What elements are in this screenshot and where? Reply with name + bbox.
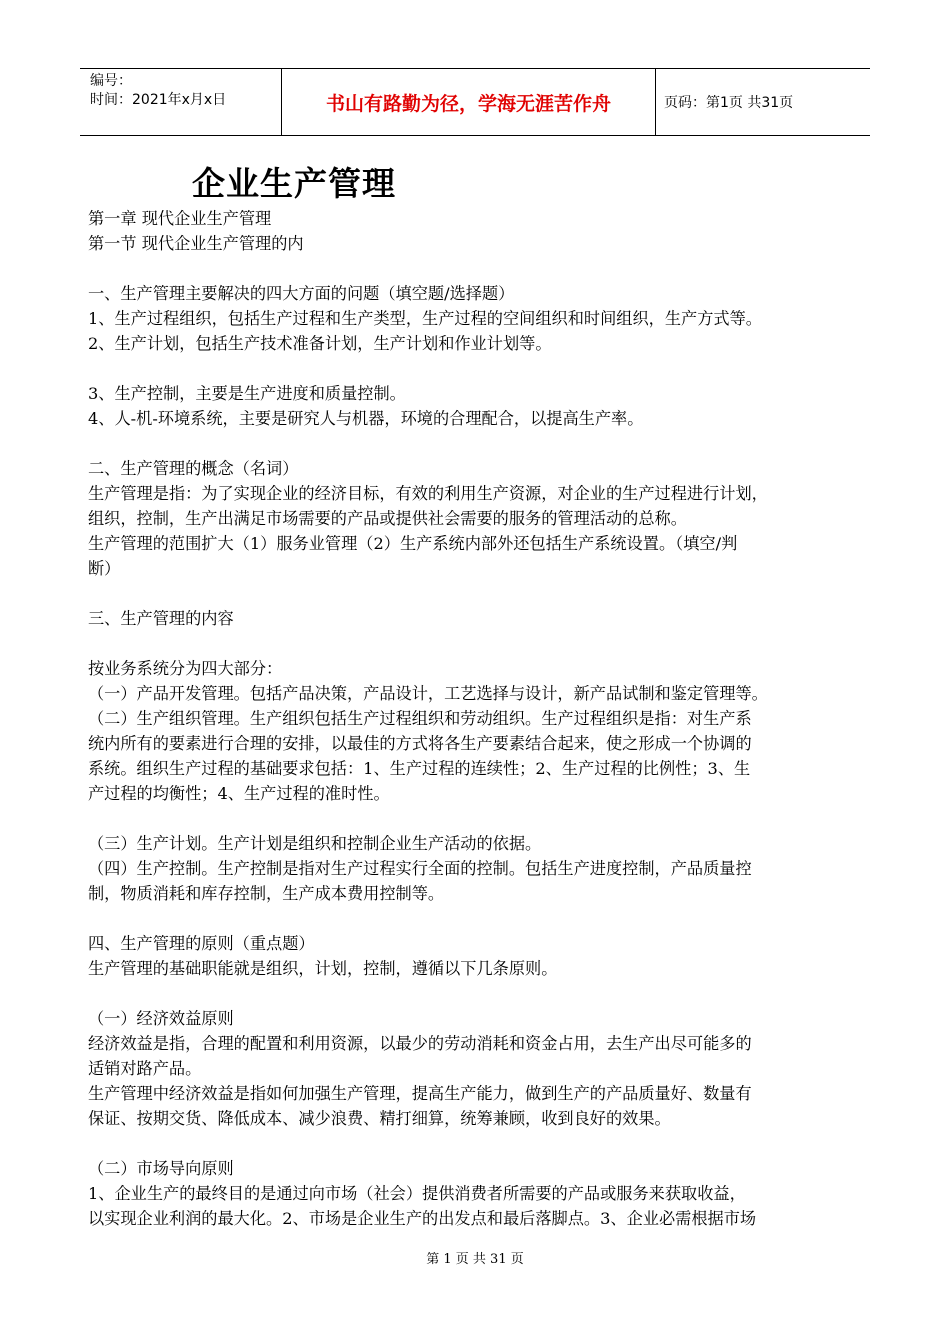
header-left-cell bbox=[80, 69, 282, 135]
text-line: 制，物质消耗和库存控制，生产成本费用控制等。 bbox=[88, 884, 445, 903]
text-line: 第一节 现代企业生产管理的内 bbox=[88, 234, 304, 253]
text-line: 1、生产过程组织，包括生产过程和生产类型，生产过程的空间组织和时间组织，生产方式等。 bbox=[88, 309, 762, 328]
blank-line bbox=[88, 431, 888, 456]
text-line: （二）市场导向原则 bbox=[88, 1159, 234, 1178]
text-line: 生产管理中经济效益是指如何加强生产管理，提高生产能力，做到生产的产品质量好、数量有 bbox=[88, 1084, 752, 1103]
header-motto-cell bbox=[282, 69, 656, 135]
blank-line bbox=[88, 256, 888, 281]
text-line: （一）产品开发管理。包括产品决策，产品设计，工艺选择与设计，新产品试制和鉴定管理等。 bbox=[88, 684, 768, 703]
text-line: 产过程的均衡性；4、生产过程的准时性。 bbox=[88, 784, 390, 803]
text-line: 三、生产管理的内容 bbox=[88, 609, 234, 628]
text-line: 4、人-机-环境系统，主要是研究人与机器，环境的合理配合，以提高生产率。 bbox=[88, 409, 644, 428]
text-line: （三）生产计划。生产计划是组织和控制企业生产活动的依据。 bbox=[88, 834, 542, 853]
text-line: 第一章 现代企业生产管理 bbox=[88, 209, 272, 228]
blank-line bbox=[88, 1131, 888, 1156]
text-line: 按业务系统分为四大部分： bbox=[88, 659, 283, 678]
blank-line bbox=[88, 581, 888, 606]
text-line: 经济效益是指，合理的配置和利用资源，以最少的劳动消耗和资金占用，去生产出尽可能多的 bbox=[88, 1034, 752, 1053]
header-page-label: 页码：第1页 共31页 bbox=[664, 95, 794, 111]
page-footer: 第 1 页 共 31 页 bbox=[426, 1252, 524, 1267]
text-line: 统内所有的要素进行合理的安排，以最佳的方式将各生产要素结合起来，使之形成一个协调的 bbox=[88, 734, 752, 753]
blank-line bbox=[88, 356, 888, 381]
text-line: 生产管理的范围扩大（1）服务业管理（2）生产系统内部外还包括生产系统设置。（填空/判 bbox=[88, 534, 738, 553]
text-line: 四、生产管理的原则（重点题） bbox=[88, 934, 315, 953]
text-line: 以实现企业利润的最大化。2、市场是企业生产的出发点和最后落脚点。3、企业必需根据市场 bbox=[88, 1209, 757, 1228]
text-line: （四）生产控制。生产控制是指对生产过程实行全面的控制。包括生产进度控制，产品质量控 bbox=[88, 859, 752, 878]
text-line: 生产管理的基础职能就是组织，计划，控制，遵循以下几条原则。 bbox=[88, 959, 558, 978]
header-motto: 书山有路勤为径，学海无涯苦作舟 bbox=[325, 92, 611, 115]
text-line: 1、企业生产的最终目的是通过向市场（社会）提供消费者所需要的产品或服务来获取收益， bbox=[88, 1184, 746, 1203]
text-line: 3、生产控制，主要是生产进度和质量控制。 bbox=[88, 384, 406, 403]
text-line: 二、生产管理的概念（名词） bbox=[88, 459, 299, 478]
text-line: 断） bbox=[88, 559, 121, 578]
text-line: 组织，控制，生产出满足市场需要的产品或提供社会需要的服务的管理活动的总称。 bbox=[88, 509, 687, 528]
blank-line bbox=[88, 906, 888, 931]
text-line: 生产管理是指：为了实现企业的经济目标，有效的利用生产资源，对企业的生产过程进行计划， bbox=[88, 484, 768, 503]
header-table bbox=[80, 68, 870, 136]
header-page-cell bbox=[656, 69, 870, 135]
blank-line bbox=[88, 981, 888, 1006]
text-line: 保证、按期交货、降低成本、减少浪费、精打细算，统筹兼顾，收到良好的效果。 bbox=[88, 1109, 671, 1128]
document-date-label: 时间：2021年x月x日 bbox=[90, 92, 227, 108]
text-line: 一、生产管理主要解决的四大方面的问题（填空题/选择题） bbox=[88, 284, 515, 303]
blank-line bbox=[88, 806, 888, 831]
document-body bbox=[88, 206, 888, 1231]
text-line: 适销对路产品。 bbox=[88, 1059, 202, 1078]
text-line: （二）生产组织管理。生产组织包括生产过程组织和劳动组织。生产过程组织是指：对生产系 bbox=[88, 709, 752, 728]
text-line: 系统。组织生产过程的基础要求包括：1、生产过程的连续性；2、生产过程的比例性；3、生 bbox=[88, 759, 751, 778]
blank-line bbox=[88, 631, 888, 656]
text-line: （一）经济效益原则 bbox=[88, 1009, 234, 1028]
document-number-label: 编号： bbox=[90, 73, 132, 89]
document-title: 企业生产管理 bbox=[192, 164, 396, 203]
text-line: 2、生产计划，包括生产技术准备计划，生产计划和作业计划等。 bbox=[88, 334, 552, 353]
